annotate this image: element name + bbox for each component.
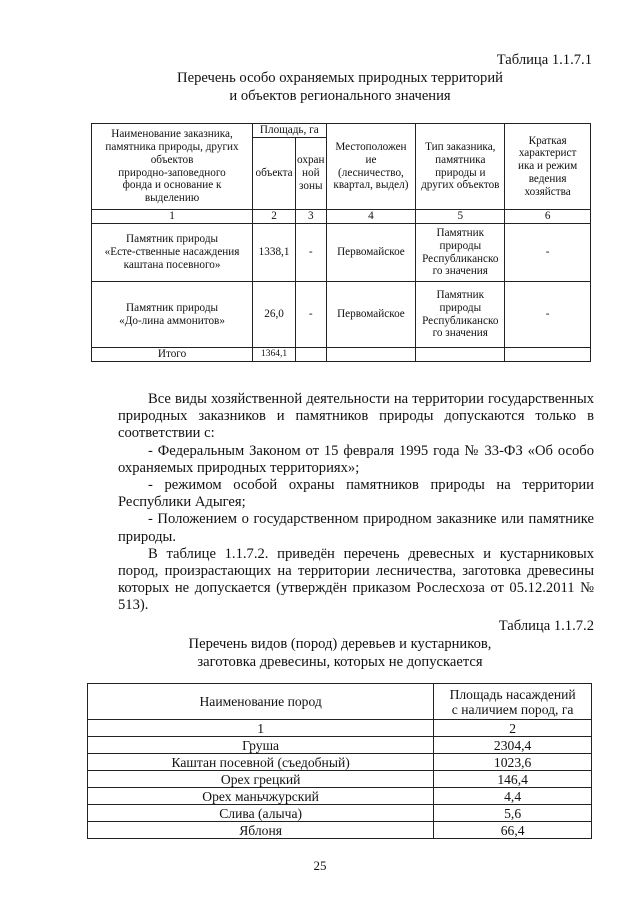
col-number: 5 bbox=[416, 210, 505, 224]
header-location: Местоположен ие (лесничество, квартал, выдел) bbox=[326, 124, 416, 210]
table-row bbox=[92, 224, 591, 282]
col-number: 1 bbox=[88, 720, 434, 737]
header-species-area: Площадь насаждений с наличием пород, га bbox=[434, 684, 592, 720]
table1-label: Таблица 1.1.7.1 bbox=[496, 52, 592, 68]
paragraph-4: - Положением о государственном природном заказнике или памятнике природы. bbox=[118, 511, 594, 545]
species-name: Яблоня bbox=[88, 822, 434, 839]
row-name: Памятник природы «Есте-ственные насаждения каштана посевного» bbox=[92, 224, 253, 282]
species-area: 5,6 bbox=[434, 805, 592, 822]
row-zone: - bbox=[296, 224, 326, 282]
header-regime: Краткая характерист ика и режим ведения хозяйства bbox=[505, 124, 591, 210]
col-number: 6 bbox=[505, 210, 591, 224]
total-value: 1364,1 bbox=[253, 348, 296, 362]
species-area: 66,4 bbox=[434, 822, 592, 839]
paragraph-1: Все виды хозяйственной деятельности на территории государственных природных заказников и памятников природы допускаются только в соответствии с: bbox=[118, 391, 594, 442]
paragraph-3: - режимом особой охраны памятников природы на территории Республики Адыгея; bbox=[118, 477, 594, 511]
restricted-species-table bbox=[87, 683, 592, 839]
table-row bbox=[88, 788, 592, 805]
table-row bbox=[88, 737, 592, 754]
column-numbers-row bbox=[92, 210, 591, 224]
paragraph-5: В таблице 1.1.7.2. приведён перечень древесных и кустарниковых пород, произрастающих на территории лесничества, заготовка древесины которых не допускается (утверждён приказом Рослесхоза от 05.12.2011 № 513). bbox=[118, 545, 594, 614]
species-area: 4,4 bbox=[434, 788, 592, 805]
row-zone: - bbox=[296, 282, 326, 348]
header-name: Наименование заказника, памятника природы, других объектов природно-заповедного фонда и основание к выделению bbox=[92, 124, 253, 210]
row-area: 26,0 bbox=[253, 282, 296, 348]
col-number: 4 bbox=[326, 210, 416, 224]
table2-label: Таблица 1.1.7.2 bbox=[498, 618, 594, 634]
row-area: 1338,1 bbox=[253, 224, 296, 282]
table-row bbox=[88, 754, 592, 771]
table2-title-line1: Перечень видов (пород) деревьев и кустарников, bbox=[188, 636, 492, 652]
species-area: 1023,6 bbox=[434, 754, 592, 771]
species-name: Слива (алыча) bbox=[88, 805, 434, 822]
header-area-object: объекта bbox=[253, 138, 296, 210]
table-row bbox=[88, 805, 592, 822]
column-numbers-row bbox=[88, 720, 592, 737]
page-number: 25 bbox=[313, 858, 327, 873]
header-area: Площадь, га bbox=[253, 124, 326, 138]
table1-title-line2: и объектов регионального значения bbox=[229, 88, 451, 104]
row-location: Первомайское bbox=[326, 282, 416, 348]
species-area: 146,4 bbox=[434, 771, 592, 788]
total-label: Итого bbox=[92, 348, 253, 362]
species-name: Орех грецкий bbox=[88, 771, 434, 788]
species-name: Груша bbox=[88, 737, 434, 754]
table1-title-line1: Перечень особо охраняемых природных территорий bbox=[177, 70, 503, 86]
table-row bbox=[88, 822, 592, 839]
body-text bbox=[118, 391, 594, 615]
protected-areas-table bbox=[91, 123, 591, 362]
row-type: Памятник природы Республиканско го значения bbox=[416, 224, 505, 282]
row-location: Первомайское bbox=[326, 224, 416, 282]
row-type: Памятник природы Республиканско го значения bbox=[416, 282, 505, 348]
col-number: 2 bbox=[253, 210, 296, 224]
row-name: Памятник природы «До-лина аммонитов» bbox=[92, 282, 253, 348]
table2-title-line2: заготовка древесины, которых не допускается bbox=[197, 654, 483, 670]
table-row bbox=[88, 771, 592, 788]
col-number: 2 bbox=[434, 720, 592, 737]
paragraph-2: - Федеральным Законом от 15 февраля 1995 года № 33-ФЗ «Об особо охраняемых природных территориях»; bbox=[118, 442, 594, 476]
row-regime: - bbox=[505, 224, 591, 282]
col-number: 3 bbox=[296, 210, 326, 224]
col-number: 1 bbox=[92, 210, 253, 224]
header-species-name: Наименование пород bbox=[88, 684, 434, 720]
header-type: Тип заказника, памятника природы и других объектов bbox=[416, 124, 505, 210]
header-area-zone: охран ной зоны bbox=[296, 138, 326, 210]
species-area: 2304,4 bbox=[434, 737, 592, 754]
total-row bbox=[92, 348, 591, 362]
species-name: Каштан посевной (съедобный) bbox=[88, 754, 434, 771]
row-regime: - bbox=[505, 282, 591, 348]
species-name: Орех маньчжурский bbox=[88, 788, 434, 805]
table-row bbox=[92, 282, 591, 348]
